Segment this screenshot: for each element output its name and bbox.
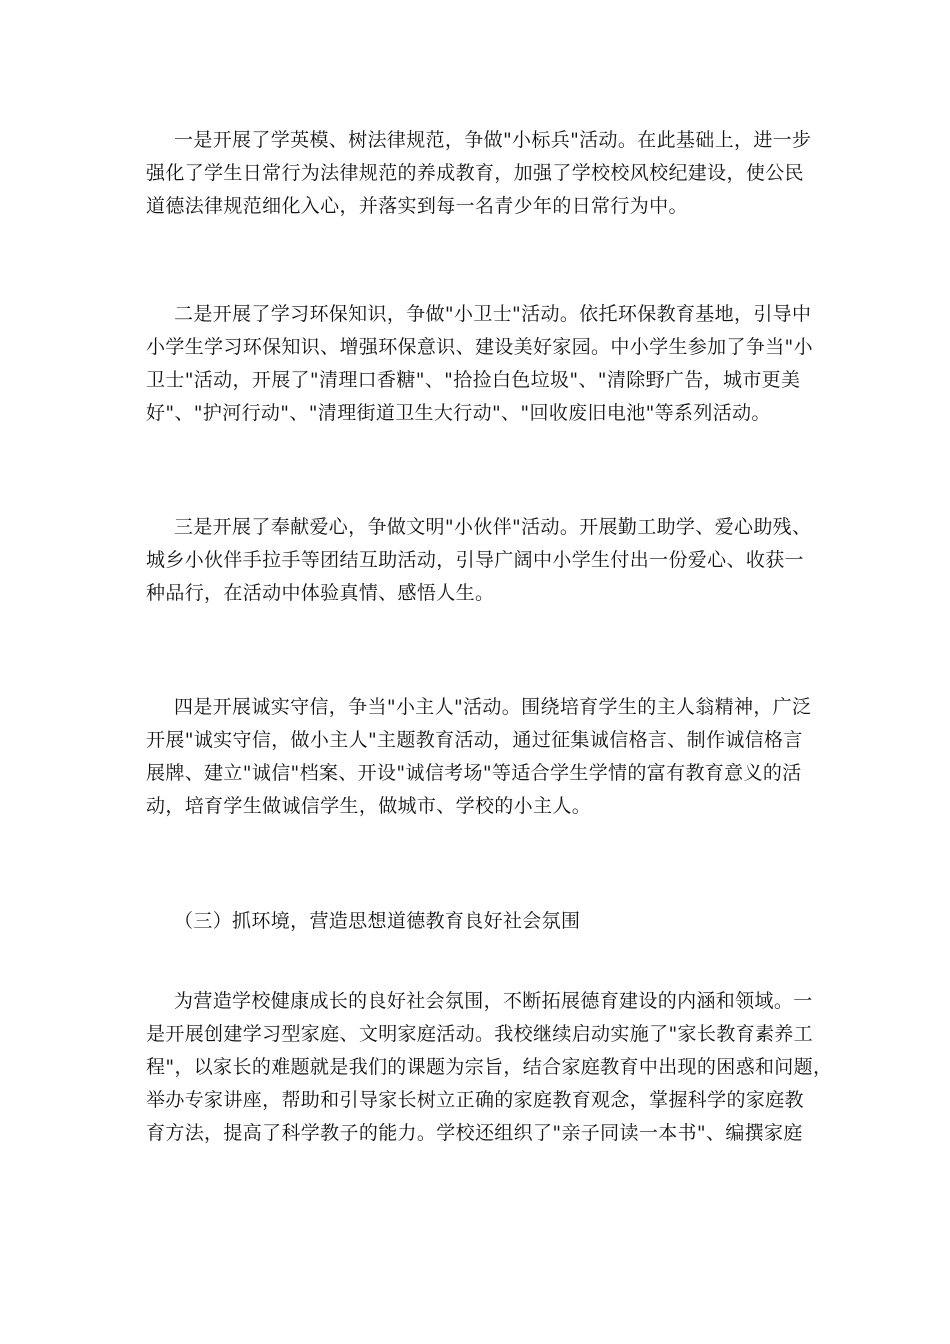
paragraph-line: 举办专家讲座，帮助和引导家长树立正确的家庭教育观念，掌握科学的家庭教 bbox=[146, 1089, 804, 1111]
paragraph-line: 城乡小伙伴手拉手等团结互助活动，引导广阔中小学生付出一份爱心、收获一 bbox=[146, 549, 804, 571]
paragraph-line: 开展"诚实守信，做小主人"主题教育活动，通过征集诚信格言、制作诚信格言 bbox=[146, 729, 803, 751]
paragraph-line: 四是开展诚实守信，争当"小主人"活动。围绕培育学生的主人翁精神，广泛 bbox=[174, 696, 812, 718]
paragraph-line: 小学生学习环保知识、增强环保意识、建设美好家园。中小学生参加了争当"小 bbox=[146, 336, 813, 358]
paragraph-line: 动，培育学生做诚信学生，做城市、学校的小主人。 bbox=[146, 795, 592, 817]
paragraph-line: 育方法，提高了科学教子的能力。学校还组织了"亲子同读一本书"、编撰家庭 bbox=[146, 1122, 803, 1144]
paragraph-social-environment bbox=[146, 985, 833, 1150]
paragraph-line: 为营造学校健康成长的良好社会氛围，不断拓展德育建设的内涵和领域。一 bbox=[174, 990, 813, 1012]
paragraph-line: 道德法律规范细化入心，并落实到每一名青少年的日常行为中。 bbox=[146, 195, 688, 217]
paragraph-little-master bbox=[146, 691, 826, 823]
paragraph-line: 展牌、建立"诚信"档案、开设"诚信考场"等适合学生学情的富有教育意义的活 bbox=[146, 762, 802, 784]
paragraph-line: 强化了学生日常行为法律规范的养成教育，加强了学校校风校纪建设，使公民 bbox=[146, 162, 804, 184]
paragraph-little-guard bbox=[146, 298, 826, 430]
paragraph-line: 是开展创建学习型家庭、文明家庭活动。我校继续启动实施了"家长教育素养工 bbox=[146, 1023, 813, 1045]
paragraph-line: 种品行，在活动中体验真情、感悟人生。 bbox=[146, 582, 495, 604]
paragraph-line: 程"，以家长的难题就是我们的课题为宗旨，结合家庭教育中出现的困惑和问题， bbox=[146, 1056, 833, 1078]
paragraph-little-partner bbox=[146, 511, 826, 610]
paragraph-line: 三是开展了奉献爱心，争做文明"小伙伴"活动。开展勤工助学、爱心助残、 bbox=[174, 516, 812, 538]
section-heading bbox=[146, 905, 826, 938]
paragraph-line: 一是开展了学英模、树法律规范，争做"小标兵"活动。在此基础上，进一步 bbox=[174, 129, 812, 151]
section-heading-text: （三）抓环境，营造思想道德教育良好社会氛围 bbox=[174, 910, 581, 932]
paragraph-line: 好"、"护河行动"、"清理街道卫生大行动"、"回收废旧电池"等系列活动。 bbox=[146, 402, 771, 424]
paragraph-line: 卫士"活动，开展了"清理口香糖"、"拾捡白色垃圾"、"清除野广告，城市更美 bbox=[146, 369, 801, 391]
paragraph-little-model bbox=[146, 124, 826, 223]
paragraph-line: 二是开展了学习环保知识，争做"小卫士"活动。依托环保教育基地，引导中 bbox=[174, 303, 812, 325]
